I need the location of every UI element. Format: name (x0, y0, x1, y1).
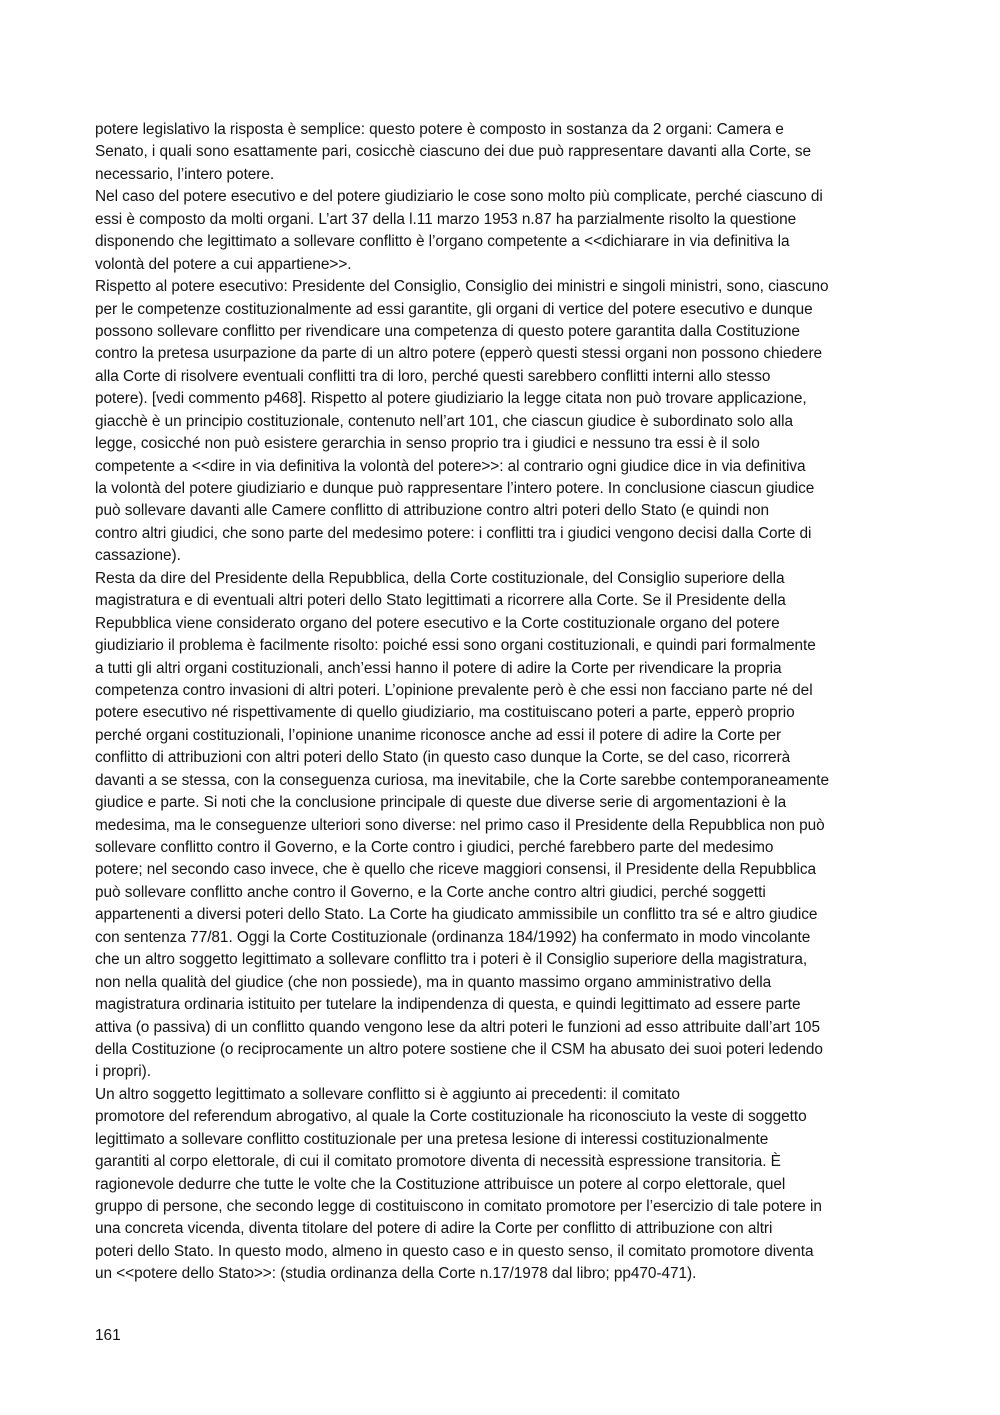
text-line: davanti a se stessa, con la conseguenza curiosa, ma inevitabile, che la Corte sarebbe contemporaneamente (95, 771, 829, 789)
text-line: legge, cosicché non può esistere gerarchia in senso proprio tra i giudici e nessuno tra essi è il solo (95, 435, 760, 453)
text-line: competenza contro invasioni di altri poteri. L’opinione prevalente però è che essi non facciano parte né del (95, 681, 813, 699)
text-line: Senato, i quali sono esattamente pari, cosicchè ciascuno dei due può rappresentare davanti alla Corte, se (95, 143, 811, 161)
text-line: potere). [vedi commento p468]. Rispetto al potere giudiziario la legge citata non può trovare applicazione, (95, 390, 807, 408)
text-line: della Costituzione (o reciprocamente un altro potere sostiene che il CSM ha abusato dei suoi poteri ledendo (95, 1040, 823, 1058)
text-line: ragionevole dedurre che tutte le volte che la Costituzione attribuisce un potere al corpo elettorale, quel (95, 1175, 786, 1193)
text-line: garantiti al corpo elettorale, di cui il comitato promotore diventa di necessità espressione transitoria. È (95, 1153, 781, 1171)
text-line: per le competenze costituzionalmente ad essi garantite, gli organi di vertice del potere esecutivo e dunque (95, 300, 813, 318)
text-line: contro la pretesa usurpazione da parte di un altro potere (epperò questi stessi organi non possono chiedere (95, 345, 823, 363)
text-line: promotore del referendum abrogativo, al quale la Corte costituzionale ha riconosciuto la veste di soggetto (95, 1108, 807, 1126)
text-line: Repubblica viene considerato organo del potere esecutivo e la Corte costituzionale organo del potere (95, 614, 780, 632)
text-line: giudiziario il problema è facilmente risolto: poiché essi sono organi costituzionali, e quindi pari formalmente (95, 637, 816, 655)
text-line: possono sollevare conflitto per rivendicare una competenza di questo potere garantita dalla Costituzione (95, 322, 800, 340)
text-line: appartenenti a diversi poteri dello Stato. La Corte ha giudicato ammissibile un conflitto tra sé e altro giudice (95, 906, 818, 924)
text-line: sollevare conflitto contro il Governo, e la Corte contro i giudici, perché farebbero parte del medesimo (95, 839, 774, 856)
text-line: Nel caso del potere esecutivo e del potere giudiziario le cose sono molto più complicate, perché ciascuno di (95, 188, 823, 206)
text-line: gruppo di persone, che secondo legge di costituiscono in comitato promotore per l’esercizio di tale potere in (95, 1198, 822, 1215)
text-line: attiva (o passiva) di un conflitto quando vengono lese da altri poteri le funzioni ad esso attribuite dall’art 105 (95, 1018, 820, 1036)
body-text (95, 119, 910, 1286)
text-line: con sentenza 77/81. Oggi la Corte Costituzionale (ordinanza 184/1992) ha confermato in modo vincolante (95, 928, 811, 946)
text-line: essi è composto da molti organi. L’art 37 della l.11 marzo 1953 n.87 ha parzialmente risolto la questione (95, 210, 797, 228)
text-line: un <<potere dello Stato>>: (studia ordinanza della Corte n.17/1978 dal libro; pp470-471). (95, 1265, 697, 1283)
text-line: potere legislativo la risposta è semplice: questo potere è composto in sostanza da 2 organi: Camera e (95, 121, 784, 138)
text-line: potere; nel secondo caso invece, che è quello che riceve maggiori consensi, il Presidente della Repubblica (95, 861, 817, 879)
text-line: magistratura e di eventuali altri poteri dello Stato legittimati a ricorrere alla Corte. Se il Presidente della (95, 592, 786, 610)
text-line: Resta da dire del Presidente della Repubblica, della Corte costituzionale, del Consiglio superiore della (95, 569, 785, 587)
text-line: poteri dello Stato. In questo modo, almeno in questo caso e in questo senso, il comitato promotore diventa (95, 1242, 814, 1260)
text-line: la volontà del potere giudiziario e dunque può rappresentare l’intero potere. In conclusione ciascun giudice (95, 480, 815, 497)
text-line: perché organi costituzionali, l’opinione unanime riconosce anche ad essi il potere di adire la Corte per (95, 726, 782, 744)
text-line: giacchè è un principio costituzionale, contenuto nell’art 101, che ciascun giudice è subordinato solo alla (95, 412, 793, 430)
text-line: volontà del potere a cui appartiene>>. (95, 255, 352, 273)
text-line: magistratura ordinaria istituito per tutelare la indipendenza di questa, e quindi legittimato ad essere parte (95, 996, 801, 1014)
text-line: alla Corte di risolvere eventuali conflitti tra di loro, perché questi sarebbero conflitti interni allo stesso (95, 367, 771, 385)
text-line: conflitto di attribuzioni con altri poteri dello Stato (in questo caso dunque la Corte, se del caso, ricorrerà (95, 749, 791, 767)
text-line: giudice e parte. Si noti che la conclusione principale di queste due diverse serie di argomentazioni è la (95, 794, 787, 812)
text-line: legittimato a sollevare conflitto costituzionale per una pretesa lesione di interessi costituzionalmente (95, 1130, 769, 1148)
text-line: necessario, l’intero potere. (95, 165, 275, 183)
text-line: non nella qualità del giudice (che non possiede), ma in quanto massimo organo amministrativo della (95, 973, 772, 991)
text-line: una concreta vicenda, diventa titolare del potere di adire la Corte per conflitto di attribuzione con altri (95, 1220, 773, 1238)
text-line: può sollevare davanti alle Camere conflitto di attribuzione contro altri poteri dello Stato (e quindi non (95, 502, 770, 520)
text-line: i propri). (95, 1063, 151, 1081)
text-line: competente a <<dire in via definitiva la volontà del potere>>: al contrario ogni giudice dice in via definitiva (95, 457, 806, 475)
text-line: medesima, ma le conseguenze ulteriori sono diverse: nel primo caso il Presidente della Repubblica non può (95, 816, 825, 834)
page-number: 161 (95, 1327, 121, 1344)
text-line: cassazione). (95, 547, 181, 565)
text-line: che un altro soggetto legittimato a sollevare conflitto tra i poteri è il Consiglio superiore della magistratura, (95, 951, 808, 969)
text-line: contro altri giudici, che sono parte del medesimo potere: i conflitti tra i giudici vengono decisi dalla Corte di (95, 524, 812, 542)
text-line: può sollevare conflitto anche contro il Governo, e la Corte anche contro altri giudici, perché soggetti (95, 883, 766, 901)
text-line: a tutti gli altri organi costituzionali, anch’essi hanno il potere di adire la Corte per rivendicare la propria (95, 659, 782, 677)
text-line: potere esecutivo né rispettivamente di quello giudiziario, ma costituiscano poteri a parte, epperò proprio (95, 704, 795, 722)
text-line: disponendo che legittimato a sollevare conflitto è l’organo competente a <<dichiarare in via definitiva la (95, 233, 790, 251)
text-line: Rispetto al potere esecutivo: Presidente del Consiglio, Consiglio dei ministri e singoli ministri, sono, ciascuno (95, 278, 829, 296)
text-line: Un altro soggetto legittimato a sollevare conflitto si è aggiunto ai precedenti: il comitato (95, 1085, 680, 1103)
